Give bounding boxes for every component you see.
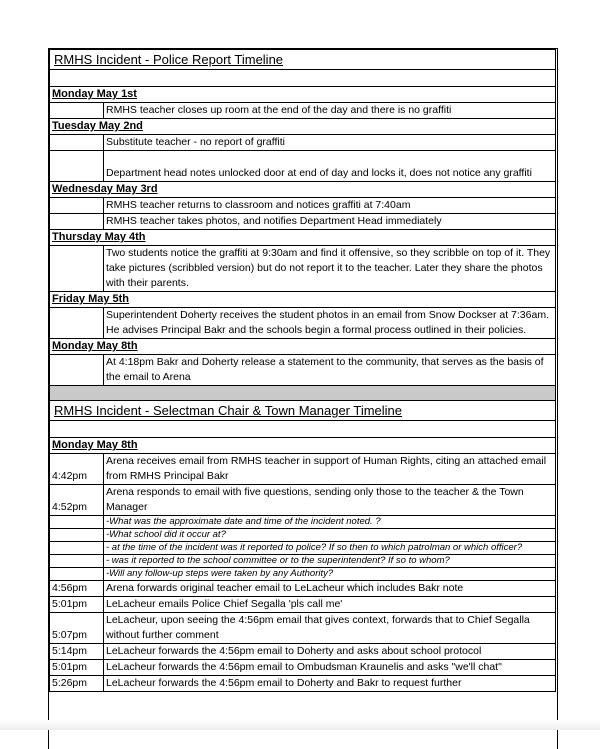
blank-cell — [50, 421, 556, 438]
blank-cell — [50, 70, 556, 87]
date-row — [50, 119, 556, 135]
day-heading: Tuesday May 2nd — [50, 119, 556, 135]
blank-row — [50, 70, 556, 87]
entry-row — [50, 644, 556, 660]
entry-row — [50, 516, 556, 529]
entry-row — [50, 198, 556, 214]
time-cell — [50, 135, 104, 151]
entry-text: Substitute teacher - no report of graffiti — [104, 135, 556, 151]
time-cell — [50, 214, 104, 230]
entry-text: Arena receives email from RMHS teacher in support of Human Rights, citing an attached email from RMHS Principal Bakr — [104, 454, 556, 485]
entry-text: Arena responds to email with five questions, sending only those to the teacher & the Town Manager — [104, 485, 556, 516]
entry-text: - at the time of the incident was it reported to police? If so then to which patrolman or which officer? — [104, 542, 556, 555]
entry-row — [50, 135, 556, 151]
entry-text: Arena forwards original teacher email to LeLacheur which includes Bakr note — [104, 581, 556, 597]
day-heading: Wednesday May 3rd — [50, 182, 556, 198]
entry-row — [50, 676, 556, 692]
gray-separator — [50, 386, 556, 401]
time-cell — [50, 516, 104, 529]
day-heading: Monday May 1st — [50, 87, 556, 103]
entry-text: -What school did it occur at? — [104, 529, 556, 542]
entry-text: LeLacheur, upon seeing the 4:56pm email that gives context, forwards that to Chief Segalla without further comment — [104, 613, 556, 644]
time-cell — [50, 246, 104, 292]
entry-row — [50, 308, 556, 339]
time-cell: 4:52pm — [50, 485, 104, 516]
time-cell — [50, 198, 104, 214]
entry-text: RMHS teacher takes photos, and notifies Department Head immediately — [104, 214, 556, 230]
entry-row — [50, 555, 556, 568]
time-cell: 5:26pm — [50, 676, 104, 692]
date-row — [50, 292, 556, 308]
entry-text: At 4:18pm Bakr and Doherty release a statement to the community, that serves as the basis of the email to Arena — [104, 355, 556, 386]
entry-row — [50, 246, 556, 292]
time-cell — [50, 308, 104, 339]
day-heading: Monday May 8th — [50, 339, 556, 355]
section-title: RMHS Incident - Police Report Timeline — [50, 50, 556, 70]
day-heading: Friday May 5th — [50, 292, 556, 308]
entry-row — [50, 581, 556, 597]
time-cell — [50, 151, 104, 182]
date-row — [50, 230, 556, 246]
time-cell — [50, 568, 104, 581]
spreadsheet-page — [48, 48, 558, 749]
entry-text: RMHS teacher closes up room at the end of the day and there is no graffiti — [104, 103, 556, 119]
time-cell: 5:01pm — [50, 660, 104, 676]
time-cell — [50, 529, 104, 542]
entry-text: RMHS teacher returns to classroom and notices graffiti at 7:40am — [104, 198, 556, 214]
section-title-row — [50, 401, 556, 421]
entry-text: -What was the approximate date and time of the incident noted. ? — [104, 516, 556, 529]
entry-text: LeLacheur emails Police Chief Segalla 'pls call me' — [104, 597, 556, 613]
date-row — [50, 182, 556, 198]
entry-text: LeLacheur forwards the 4:56pm email to Ombudsman Kraunelis and asks "we'll chat" — [104, 660, 556, 676]
entry-text: LeLacheur forwards the 4:56pm email to Doherty and asks about school protocol — [104, 644, 556, 660]
separator-row — [50, 386, 556, 401]
entry-row — [50, 151, 556, 182]
entry-row — [50, 568, 556, 581]
date-row — [50, 438, 556, 454]
blank-row — [50, 421, 556, 438]
time-cell: 5:14pm — [50, 644, 104, 660]
entry-row — [50, 613, 556, 644]
entry-text: Department head notes unlocked door at end of day and locks it, does not notice any graffiti — [104, 151, 556, 182]
entry-text: -Will any follow-up steps were taken by any Authority? — [104, 568, 556, 581]
entry-text: LeLacheur forwards the 4:56pm email to Doherty and Bakr to request further — [104, 676, 556, 692]
timeline-table — [49, 49, 556, 692]
time-cell — [50, 555, 104, 568]
entry-row — [50, 214, 556, 230]
time-cell — [50, 103, 104, 119]
entry-row — [50, 355, 556, 386]
time-cell: 4:56pm — [50, 581, 104, 597]
entry-text: - was it reported to the school committee or to the superintendent? If so to whom? — [104, 555, 556, 568]
entry-row — [50, 542, 556, 555]
entry-row — [50, 485, 556, 516]
entry-text: Two students notice the graffiti at 9:30am and find it offensive, so they scribble on top of it. They take pictures (scribbled version) but do not report it to the teacher. Later they share the photos with their parents. — [104, 246, 556, 292]
day-heading: Monday May 8th — [50, 438, 556, 454]
time-cell — [50, 542, 104, 555]
day-heading: Thursday May 4th — [50, 230, 556, 246]
page-edge — [0, 720, 600, 730]
time-cell: 5:07pm — [50, 613, 104, 644]
section-title-row — [50, 50, 556, 70]
time-cell: 4:42pm — [50, 454, 104, 485]
entry-row — [50, 660, 556, 676]
entry-row — [50, 529, 556, 542]
section-title: RMHS Incident - Selectman Chair & Town Manager Timeline — [50, 401, 556, 421]
date-row — [50, 339, 556, 355]
time-cell — [50, 355, 104, 386]
entry-text: Superintendent Doherty receives the student photos in an email from Snow Dockser at 7:36am. He advises Principal Bakr and the schools begin a formal process outlined in their policies. — [104, 308, 556, 339]
time-cell: 5:01pm — [50, 597, 104, 613]
entry-row — [50, 597, 556, 613]
entry-row — [50, 454, 556, 485]
date-row — [50, 87, 556, 103]
entry-row — [50, 103, 556, 119]
